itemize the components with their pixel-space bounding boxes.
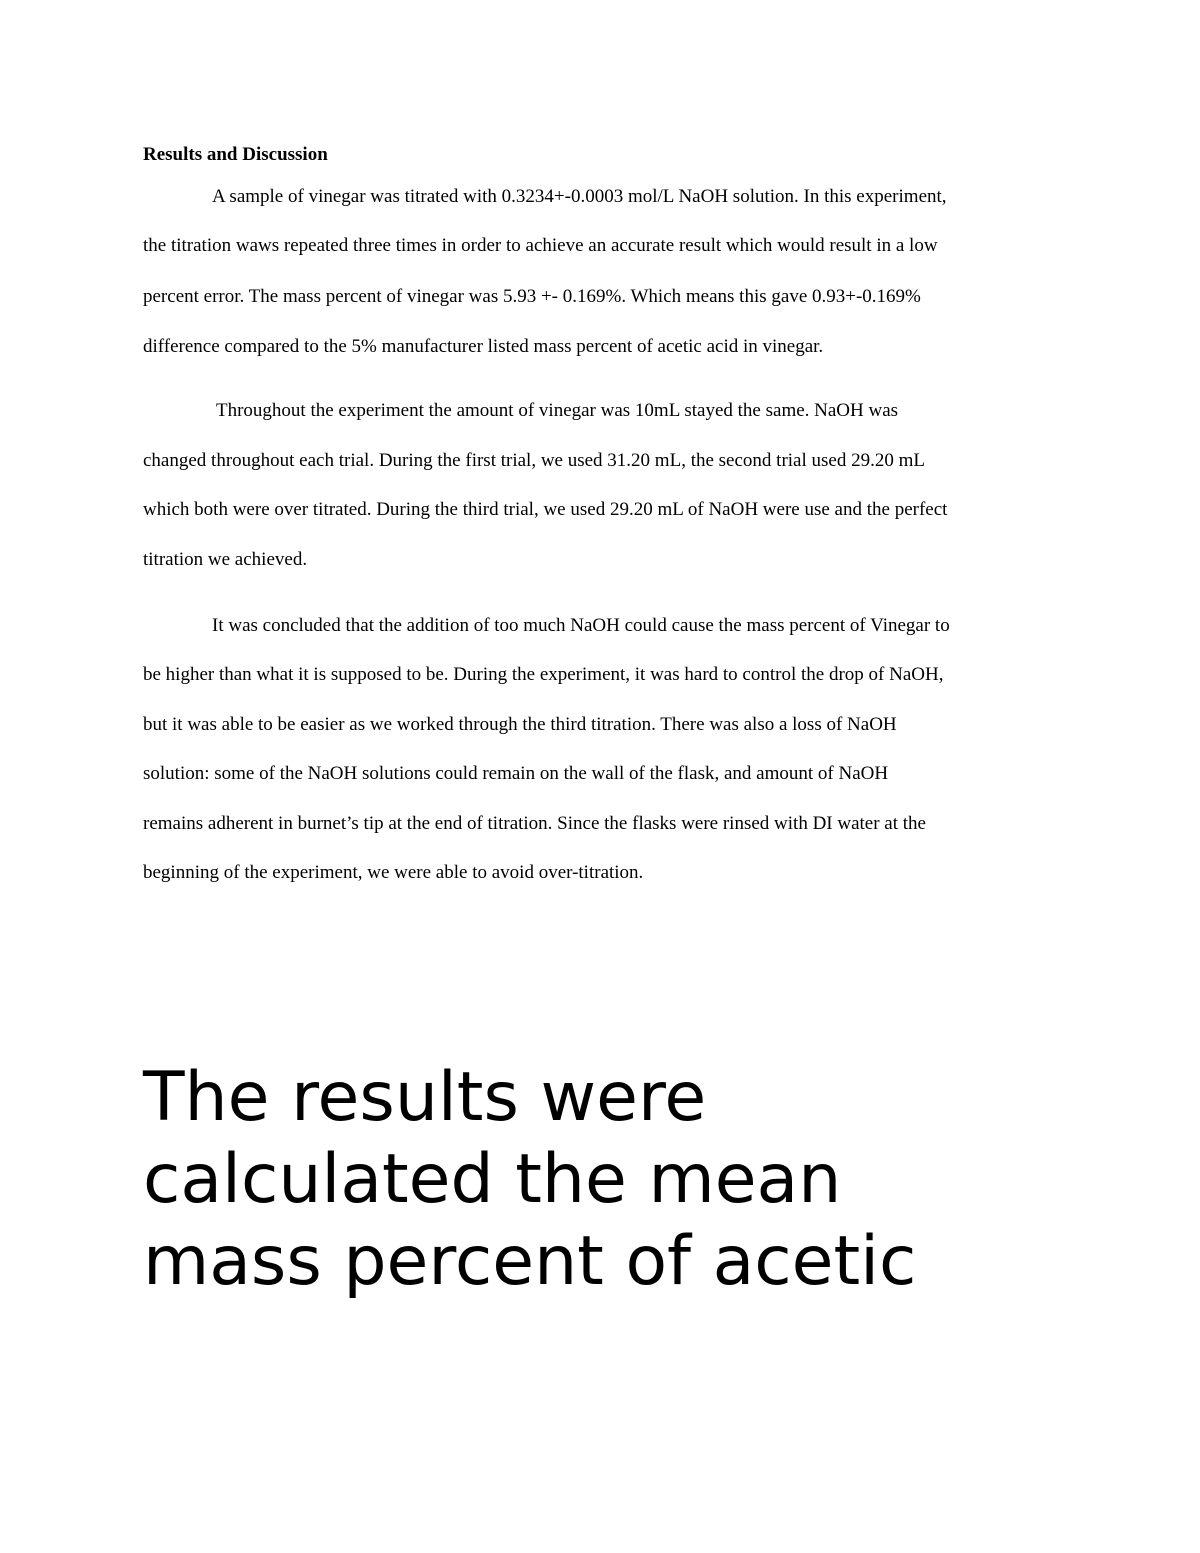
paragraph-line: Throughout the experiment the amount of vinegar was 10mL stayed the same. NaOH was — [216, 400, 899, 421]
paragraph-line: percent error. The mass percent of vinegar was 5.93 +- 0.169%. Which means this gave 0.93+-0.169% — [143, 286, 921, 307]
large-text-line: The results were — [143, 1058, 707, 1137]
paragraph-line: It was concluded that the addition of too much NaOH could cause the mass percent of Vinegar to — [212, 615, 950, 636]
paragraph-line: the titration waws repeated three times in order to achieve an accurate result which would result in a low — [143, 235, 938, 256]
paragraph-line: A sample of vinegar was titrated with 0.3234+-0.0003 mol/L NaOH solution. In this experiment, — [212, 186, 947, 207]
paragraph-line: remains adherent in burnet’s tip at the end of titration. Since the flasks were rinsed with DI water at the — [143, 813, 926, 834]
paragraph-line: beginning of the experiment, we were able to avoid over-titration. — [143, 862, 644, 883]
paragraph-line: but it was able to be easier as we worked through the third titration. There was also a loss of NaOH — [143, 714, 897, 735]
paragraph-line: difference compared to the 5% manufacturer listed mass percent of acetic acid in vinegar. — [143, 336, 824, 357]
paragraph-line: be higher than what it is supposed to be. During the experiment, it was hard to control the drop of NaOH, — [143, 664, 944, 685]
paragraph-line: solution: some of the NaOH solutions could remain on the wall of the flask, and amount of NaOH — [143, 763, 889, 784]
paragraph-line: changed throughout each trial. During the first trial, we used 31.20 mL, the second trial used 29.20 mL — [143, 450, 925, 471]
section-heading: Results and Discussion — [143, 144, 328, 165]
large-text-line: calculated the mean — [143, 1140, 842, 1219]
large-text-line: mass percent of acetic — [143, 1222, 917, 1301]
paragraph-line: titration we achieved. — [143, 549, 308, 570]
paragraph-line: which both were over titrated. During the third trial, we used 29.20 mL of NaOH were use and the perfect — [143, 499, 948, 520]
